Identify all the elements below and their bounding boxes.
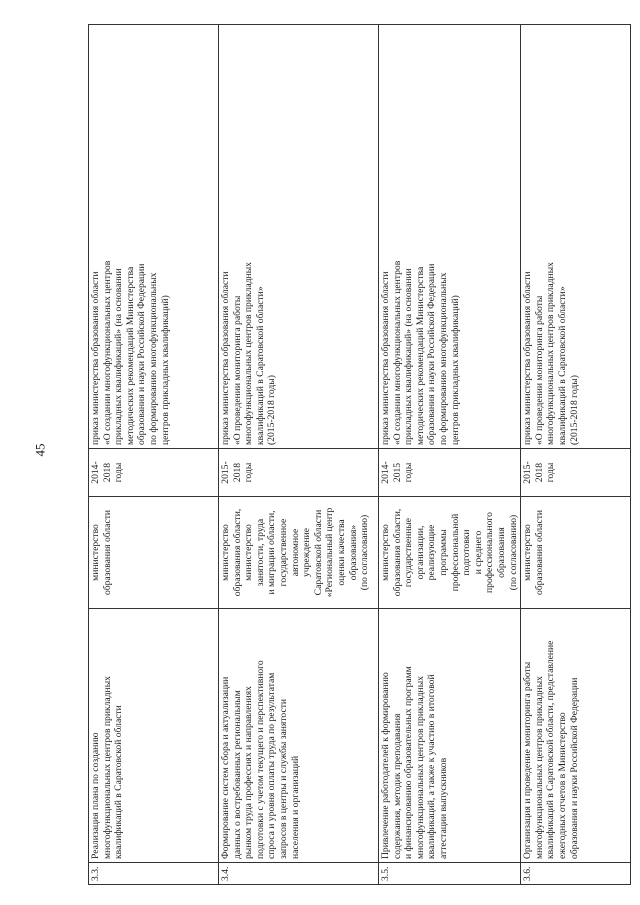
executor-cell-line: реализующие xyxy=(426,524,438,581)
document-cell-line: приказ министерства образования области xyxy=(522,271,534,445)
measure-cell-line: образования и науки Российской Федерации xyxy=(568,677,580,859)
document-cell-line: квалификаций в Саратовской области» xyxy=(556,286,568,445)
document-cell-line: методических рекомендаций Министерства xyxy=(414,266,426,445)
executor-cell xyxy=(89,497,219,609)
measure-cell-line: Привлечение работодателей к формированию xyxy=(380,672,391,859)
executor-cell-line: и миграции области, xyxy=(266,510,278,595)
measure-cell-line: спроса и уровня оплаты труда по результатам xyxy=(266,672,278,859)
document-cell-line: образования и науки Российской Федерации xyxy=(136,263,148,445)
executor-cell-line: образования области, xyxy=(391,508,403,597)
document-cell xyxy=(219,25,379,449)
measure-cell-line: многофункциональных центров прикладных xyxy=(414,676,426,859)
period-cell xyxy=(89,449,219,497)
executor-cell-line: государственное xyxy=(277,518,289,587)
document-cell-line: приказ министерства образования области xyxy=(90,271,101,445)
measure-cell-line: данных о востребованных региональным xyxy=(231,690,243,859)
executor-cell-line: профессиональной xyxy=(449,513,461,592)
period-cell-line: 2015-2018 xyxy=(522,461,545,484)
executor-cell-line: занятости, труда xyxy=(254,518,266,587)
row-number xyxy=(521,863,631,885)
executor-cell-line: организации, xyxy=(414,525,426,580)
document-cell-line: «О проведении мониторинга работы xyxy=(533,295,545,445)
table-row xyxy=(219,25,379,885)
executor-cell-line: учреждение xyxy=(301,528,313,577)
document-cell-line: центров прикладных квалификаций) xyxy=(449,295,461,445)
document-cell-line: прикладных квалификаций» (на основании xyxy=(113,268,125,445)
period-cell-line: годы xyxy=(545,462,557,483)
table-row xyxy=(379,25,521,885)
page-number: 45 xyxy=(32,443,48,457)
executor-cell-line: министерство xyxy=(243,524,255,581)
rotated-table-container xyxy=(88,25,628,885)
document-cell-line: «О создании многофункциональных центров xyxy=(391,260,403,445)
period-cell xyxy=(219,449,379,497)
document-cell-line: методических рекомендаций Министерства xyxy=(124,266,136,445)
period-cell xyxy=(521,449,631,497)
measure-cell-line: рынком труда профессиях и направлениях xyxy=(243,686,255,859)
executor-cell xyxy=(379,497,521,609)
measure-cell-line: квалификаций в Саратовской области xyxy=(113,705,125,859)
executor-cell-line: (по согласованию) xyxy=(359,514,371,591)
period-cell-line: 2015-2018 xyxy=(220,461,243,484)
document-cell-line: по формированию многофункциональных xyxy=(437,272,449,445)
executor-cell-line: государственные xyxy=(403,517,415,588)
period-cell-line: годы xyxy=(403,462,415,483)
measure-cell xyxy=(379,609,521,863)
executor-cell-line: профессионального xyxy=(484,512,496,593)
executor-cell-line: (по согласованию) xyxy=(507,514,519,591)
document-cell-line: приказ министерства образования области xyxy=(380,271,391,445)
executor-cell-line: образования xyxy=(495,527,507,578)
row-number-line: 3.3. xyxy=(90,866,101,881)
measure-cell-line: Формирование систем сбора и актуализации xyxy=(220,676,231,859)
document-cell-line: «О проведении мониторинга работы xyxy=(231,295,243,445)
measure-cell-line: Реализация плана по созданию xyxy=(90,732,101,859)
document-cell-line: центров прикладных квалификаций) xyxy=(159,295,171,445)
period-cell-line: годы xyxy=(113,462,125,483)
executor-cell-line: программы xyxy=(437,529,449,576)
period-cell-line: годы xyxy=(243,462,255,483)
measure-cell-line: аттестации выпускников xyxy=(437,757,449,859)
executor-cell-line: оценки качества xyxy=(335,519,347,586)
executor-cell-line: «Региональный центр xyxy=(324,507,336,598)
document-cell xyxy=(89,25,219,449)
measures-table xyxy=(88,24,631,885)
document-cell-line: по формированию многофункциональных xyxy=(147,272,159,445)
measure-cell-line: квалификаций в Саратовской области, представление xyxy=(545,640,557,859)
document-cell-line: прикладных квалификаций» (на основании xyxy=(403,268,415,445)
row-number xyxy=(219,863,379,885)
document-cell-line: «О создании многофункциональных центров xyxy=(101,260,113,445)
row-number-line: 3.4. xyxy=(220,866,231,881)
row-number xyxy=(379,863,521,885)
document-cell-line: образования и науки Российской Федерации xyxy=(426,263,438,445)
executor-cell-line: подготовки xyxy=(461,529,473,576)
measure-cell xyxy=(219,609,379,863)
document-cell xyxy=(379,25,521,449)
measure-cell-line: населения и организаций xyxy=(289,755,301,859)
document-cell-line: квалификаций в Саратовской области» xyxy=(254,286,266,445)
measure-cell-line: Организация и проведение мониторинга работы xyxy=(522,661,534,859)
executor-cell-line: Саратовской области xyxy=(312,509,324,596)
table-row xyxy=(521,25,631,885)
measure-cell xyxy=(521,609,631,863)
row-number-line: 3.6. xyxy=(522,866,534,881)
executor-cell-line: министерство xyxy=(522,524,534,581)
executor-cell-line: и среднего xyxy=(472,530,484,575)
row-number-line: 3.5. xyxy=(380,866,391,881)
document-cell-line: многофункциональных центров прикладных xyxy=(243,262,255,445)
document-cell-line: (2015-2018 годы) xyxy=(266,375,278,445)
executor-cell-line: образования области xyxy=(101,509,113,596)
document-cell-line: (2015-2018 годы) xyxy=(568,375,580,445)
measure-cell xyxy=(89,609,219,863)
document-cell-line: многофункциональных центров прикладных xyxy=(545,262,557,445)
measure-cell-line: содержания, методик преподавания xyxy=(391,713,403,859)
measure-cell-line: ежегодных отчетов в Министерство xyxy=(556,712,568,859)
measure-cell-line: квалификаций, а также к участию в итоговой xyxy=(426,674,438,859)
period-cell-line: 2014-2015 xyxy=(380,461,403,484)
executor-cell-line: образования области xyxy=(533,509,545,596)
executor-cell-line: министерство xyxy=(220,524,231,581)
document-cell xyxy=(521,25,631,449)
measure-cell-line: подготовки с учетом текущего и перспективного xyxy=(254,660,266,859)
executor-cell-line: образования области, xyxy=(231,508,243,597)
measure-cell-line: и финансированию образовательных программ xyxy=(403,666,415,859)
executor-cell xyxy=(219,497,379,609)
measure-cell-line: многофункциональных центров прикладных xyxy=(533,676,545,859)
table-row xyxy=(89,25,219,885)
executor-cell-line: министерство xyxy=(90,524,101,581)
measure-cell-line: запросов в центры и службы занятости xyxy=(277,698,289,859)
measure-cell-line: многофункциональных центров прикладных xyxy=(101,676,113,859)
period-cell xyxy=(379,449,521,497)
executor-cell-line: министерство xyxy=(380,524,391,581)
executor-cell-line: образования» xyxy=(347,524,359,581)
row-number xyxy=(89,863,219,885)
executor-cell-line: автономное xyxy=(289,528,301,577)
executor-cell xyxy=(521,497,631,609)
document-cell-line: приказ министерства образования области xyxy=(220,271,231,445)
period-cell-line: 2014-2018 xyxy=(90,461,113,484)
